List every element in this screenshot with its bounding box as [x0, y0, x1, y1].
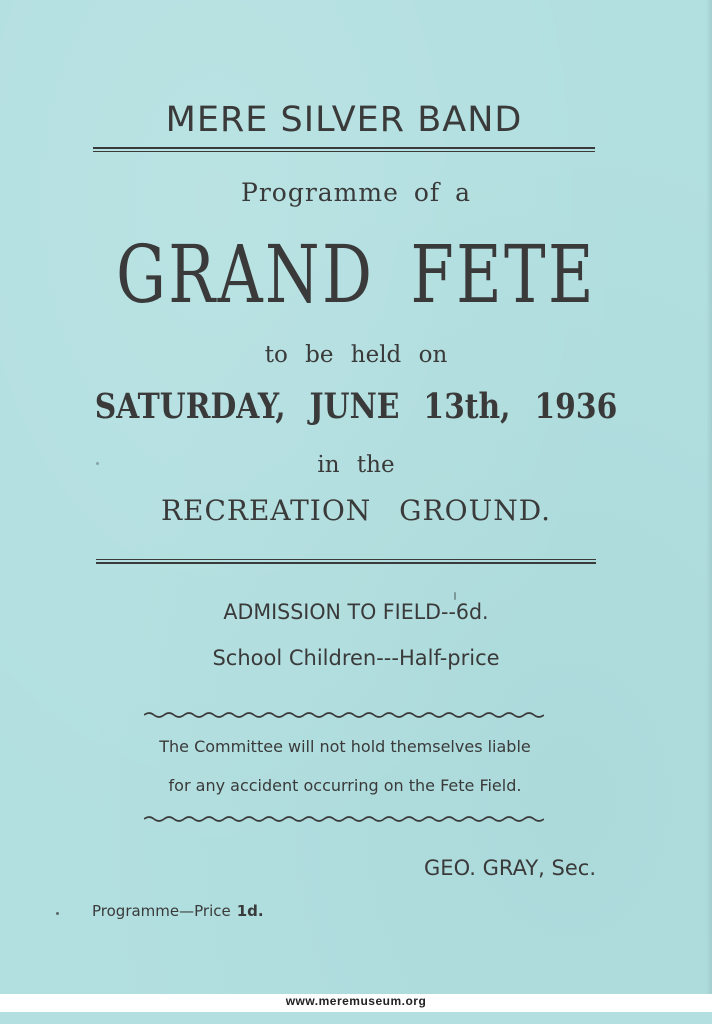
section-double-rule [96, 559, 596, 564]
event-title: GRAND FETE [116, 228, 596, 321]
event-venue: RECREATION GROUND. [160, 494, 552, 527]
paper-speck [96, 462, 99, 465]
disclaimer-line-1: The Committee will not hold themselves liable [159, 737, 531, 756]
disclaimer-line-2: for any accident occurring on the Fete Field. [168, 776, 522, 795]
programme-price [92, 902, 264, 920]
event-date: SATURDAY, JUNE 13th, 1936 [94, 386, 618, 427]
paper-speck [454, 592, 456, 600]
title-double-rule [93, 147, 595, 152]
price-label: Programme—Price [92, 902, 231, 920]
wavy-divider-top [144, 710, 544, 720]
website-footer[interactable]: www.meremuseum.org [285, 994, 427, 1008]
wavy-divider-bottom [144, 814, 544, 824]
programme-subtitle: Programme of a [241, 178, 471, 207]
held-on-text: to be held on [264, 342, 448, 368]
paper-speck [56, 912, 59, 915]
children-price: School Children---Half-price [212, 646, 500, 670]
secretary-signature: GEO. GRAY, Sec. [424, 856, 596, 880]
in-the-text: in the [317, 452, 395, 478]
price-value: 1d. [236, 902, 264, 920]
band-title: MERE SILVER BAND [165, 100, 523, 140]
admission-price: ADMISSION TO FIELD--6d. [223, 600, 489, 624]
